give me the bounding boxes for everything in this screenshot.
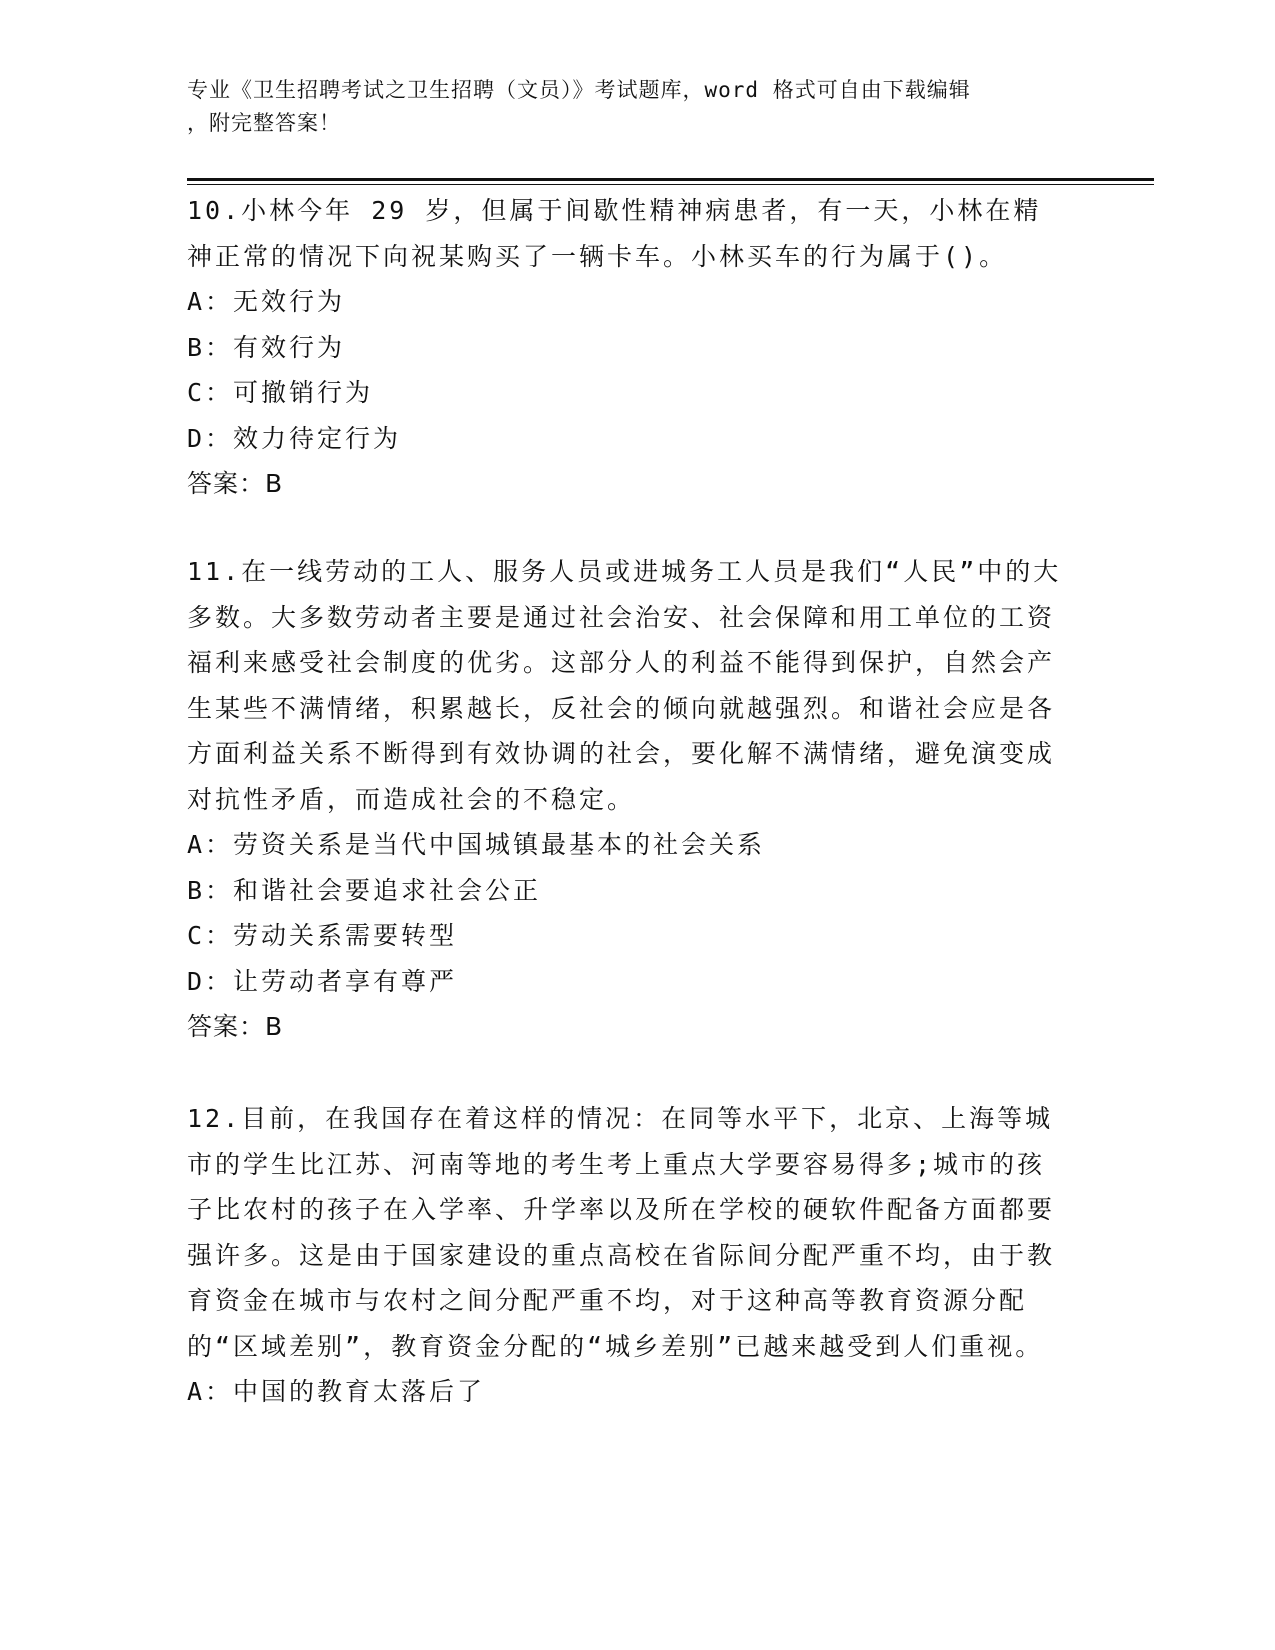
option-a: A：劳资关系是当代中国城镇最基本的社会关系 xyxy=(187,830,766,859)
option-a: A：无效行为 xyxy=(187,287,346,316)
option-c: C：可撤销行为 xyxy=(187,378,374,407)
option-a: A：中国的教育太落后了 xyxy=(187,1377,486,1406)
option-d: D：让劳动者享有尊严 xyxy=(187,966,458,996)
question-11 xyxy=(187,549,1067,1050)
header-line-1: 专业《卫生招聘考试之卫生招聘（文员）》考试题库，word 格式可自由下载编辑 xyxy=(187,78,971,102)
question-text: 12.目前，在我国存在着这样的情况：在同等水平下，北京、上海等城市的学生比江苏、河南等地的考生考上重点大学要容易得多;城市的孩子比农村的孩子在入学率、升学率以及所在学校的硬软件配备方面都要强许多。这是由于国家建设的重点高校在省际间分配严重不均，由于教育资金在城市与农村之间分配严重不均，对于这种高等教育资源分配的“区域差别”，教育资金分配的“城乡差别”已越来越受到人们重视。 xyxy=(187,1104,1056,1361)
header-line-2: ，附完整答案！ xyxy=(187,111,341,135)
answer: 答案：B xyxy=(187,469,284,498)
question-12 xyxy=(187,1096,1067,1415)
header-divider-thin xyxy=(187,184,1154,185)
document-header xyxy=(187,74,1057,140)
answer: 答案：B xyxy=(187,1012,284,1041)
option-b: B：有效行为 xyxy=(187,332,346,362)
question-text: 11.在一线劳动的工人、服务人员或进城务工人员是我们“人民”中的大多数。大多数劳动者主要是通过社会治安、社会保障和用工单位的工资福利来感受社会制度的优劣。这部分人的利益不能得到保护，自然会产生某些不满情绪，积累越长，反社会的倾向就越强烈。和谐社会应是各方面利益关系不断得到有效协调的社会，要化解不满情绪，避免演变成对抗性矛盾，而造成社会的不稳定。 xyxy=(187,557,1062,814)
option-d: D：效力待定行为 xyxy=(187,423,402,453)
option-b: B：和谐社会要追求社会公正 xyxy=(187,875,542,905)
question-text: 10.小林今年 29 岁，但属于间歇性精神病患者，有一天，小林在精神正常的情况下向祝某购买了一辆卡车。小林买车的行为属于()。 xyxy=(187,196,1042,271)
question-10 xyxy=(187,188,1067,507)
option-c: C：劳动关系需要转型 xyxy=(187,921,458,950)
header-divider-thick xyxy=(187,178,1154,181)
